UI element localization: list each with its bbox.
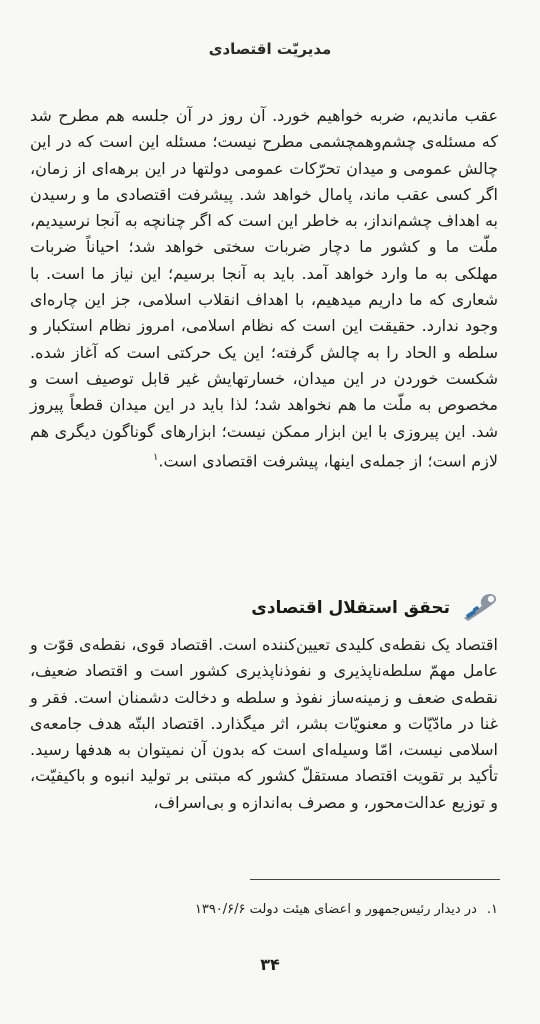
footnote-marker: ۱ bbox=[153, 451, 159, 463]
footnote-number: ۱. bbox=[486, 902, 498, 917]
page-number: ۳۴ bbox=[260, 955, 280, 974]
paragraph-text: عقب ماندیم، ضربه خواهیم خورد. آن روز در آن جلسه هم مطرح شد که مسئله‌ی چشم‌وهمچشمی مطرح نیست؛ مسئله این است که در این چالش عمومی و میدان تحرّکات عمومی دولتها در این برهه‌ای از زمان، اگر کسی عقب ماند، پامال خواهد شد. پیشرفت اقتصادی ما و رسیدن به اهداف چشم‌انداز، به خاطر این است که اگر چنانچه به آنجا نرسیدیم، ملّت ما و کشور ما دچار ضربات سختی خواهد شد؛ احیاناً ضربات مهلکی به ما وارد خواهد آمد. باید به آنجا برسیم؛ این نیاز ما است. با شعاری که ما داریم میدهیم، با اهداف انقلاب اسلامی، جز این چاره‌ای وجود ندارد. حقیقت این است که نظام اسلامی، امروز نظام استکبار و سلطه و الحاد را به چالش گرفته؛ این یک حرکتی است که آغاز شده. شکست خوردن در این میدان، خسارتهایش غیر قابل توصیف است و مخصوص به ملّت ما هم نخواهد شد؛ لذا باید در این میدان قطعاً پیروز شد. این پیروزی با این ابزار ممکن نیست؛ ابزارهای گوناگون دیگری هم لازم است؛ از جمله‌ی اینها، پیشرفت اقتصادی است. bbox=[30, 106, 498, 471]
section-heading bbox=[30, 590, 500, 626]
running-header: مدیریّت اقتصادی bbox=[208, 40, 332, 58]
footnote-divider bbox=[250, 879, 500, 880]
key-icon bbox=[460, 590, 500, 626]
section-title: تحقق استقلال اقتصادی bbox=[251, 598, 450, 618]
footnote bbox=[30, 900, 498, 920]
footnote-text: در دیدار رئیس‌جمهور و اعضای هیئت دولت ۱۳۹۰/۶/۶ bbox=[194, 902, 477, 917]
body-paragraph bbox=[30, 103, 498, 474]
body-paragraph: اقتصاد یک نقطه‌ی کلیدی تعیین‌کننده است. اقتصاد قوی، نقطه‌ی قوّت و عامل مهمّ سلطه‌ناپذیری و نفوذناپذیری کشور است و اقتصاد ضعیف، نقطه‌ی ضعف و زمینه‌ساز نفوذ و سلطه و دخالت دشمنان است. فقر و غنا در مادّیّات و معنویّات بشر، اثر میگذارد. اقتصاد البتّه هدف جامعه‌ی اسلامی نیست، امّا وسیله‌ای است که بدون آن نمیتوان به هدفها رسید. تأکید بر تقویت اقتصاد مستقلّ کشور که مبتنی بر تولید انبوه و باکیفیّت، و توزیع عدالت‌محور، و مصرف به‌اندازه و بی‌اسراف، bbox=[30, 635, 498, 812]
